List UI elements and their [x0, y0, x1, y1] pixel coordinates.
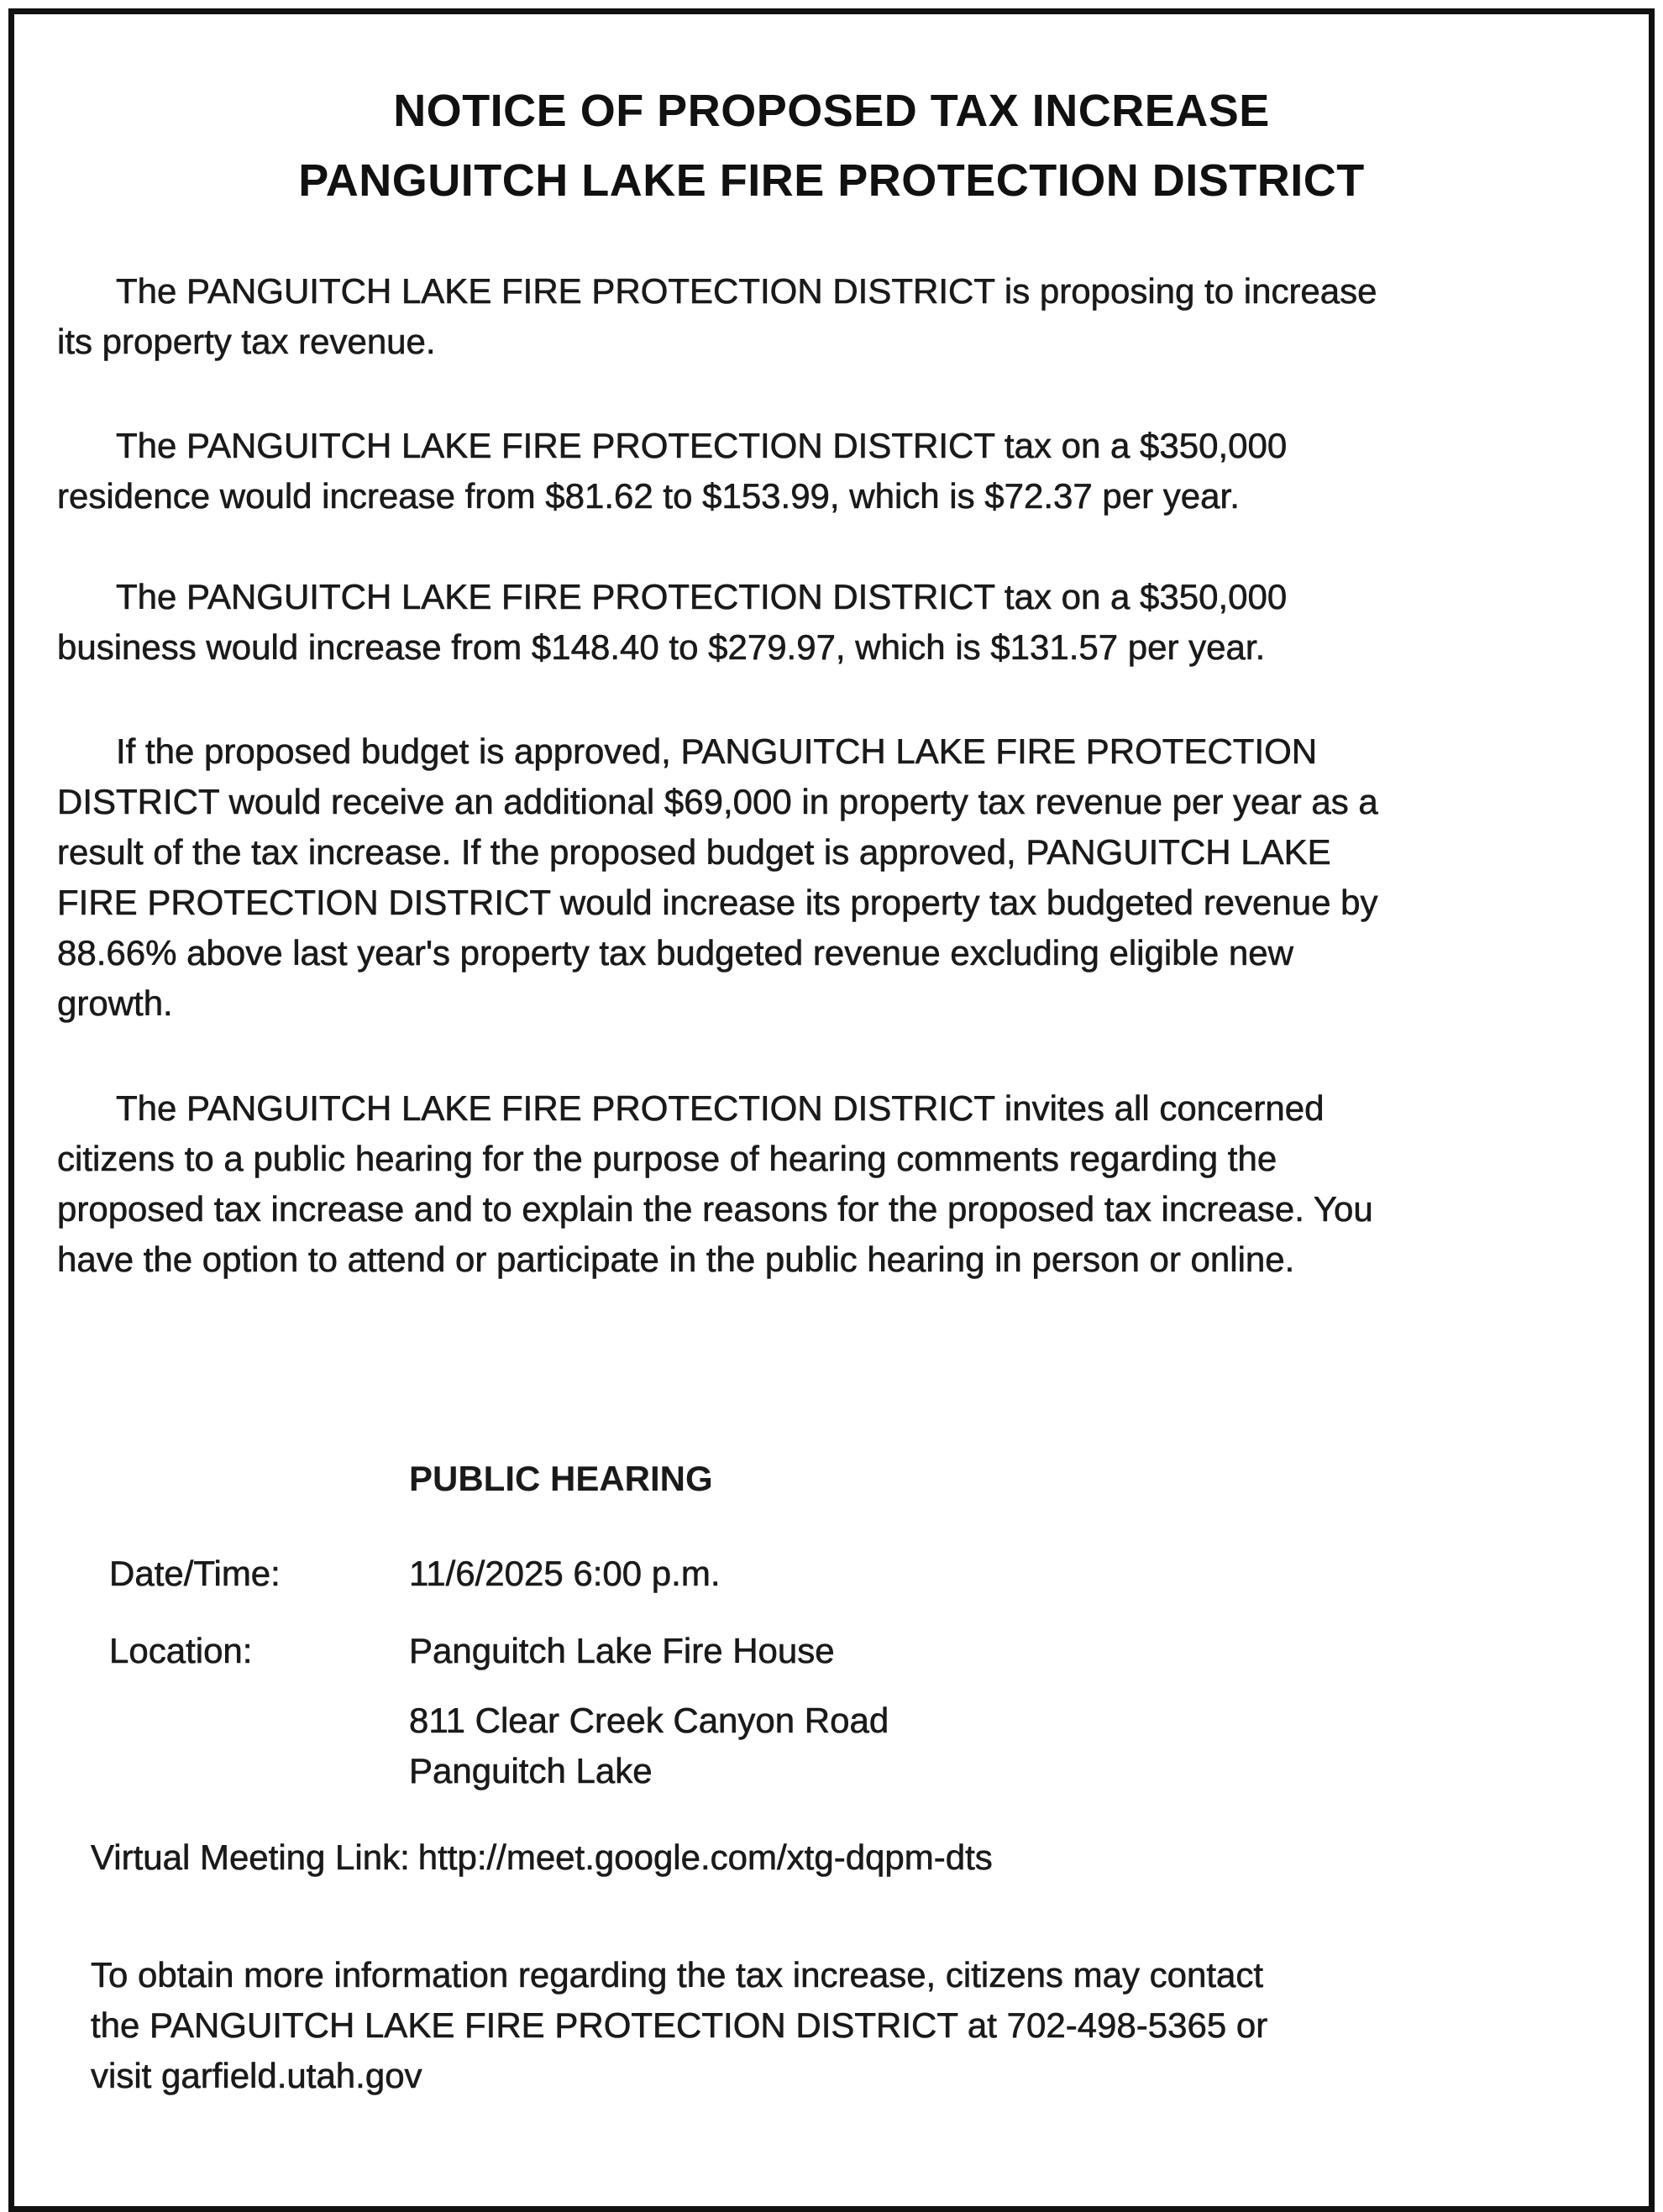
notice-title: NOTICE OF PROPOSED TAX INCREASE: [393, 86, 1270, 136]
paragraph-line: proposed tax increase and to explain the reasons for the proposed tax increase. You: [57, 1189, 1373, 1229]
contact-line: the PANGUITCH LAKE FIRE PROTECTION DISTRICT at 702-498-5365 or: [91, 2005, 1268, 2045]
date-time-value: 11/6/2025 6:00 p.m.: [409, 1554, 721, 1593]
public-hearing-heading: PUBLIC HEARING: [409, 1459, 713, 1498]
notice-content: [14, 14, 1649, 2206]
virtual-meeting-row: [91, 1837, 993, 1878]
address-city: Panguitch Lake: [409, 1751, 653, 1790]
district-title: PANGUITCH LAKE FIRE PROTECTION DISTRICT: [298, 155, 1365, 206]
paragraph-line: result of the tax increase. If the proposed budget is approved, PANGUITCH LAKE: [57, 832, 1331, 872]
paragraph-line: its property tax revenue.: [57, 322, 436, 361]
paragraph-invitation: [57, 1083, 1611, 1285]
date-time-label: Date/Time:: [109, 1554, 281, 1593]
paragraph-residence-tax: [57, 421, 1611, 522]
paragraph-budget-revenue: [57, 726, 1611, 1029]
address-street: 811 Clear Creek Canyon Road: [409, 1701, 889, 1740]
notice-border: [8, 8, 1655, 2212]
paragraph-proposal: [57, 266, 1611, 367]
contact-line: To obtain more information regarding the tax increase, citizens may contact: [91, 1955, 1264, 1994]
paragraph-line: 88.66% above last year's property tax budgeted revenue excluding eligible new: [57, 933, 1293, 972]
paragraph-line: citizens to a public hearing for the purpose of hearing comments regarding the: [57, 1139, 1277, 1178]
paragraph-line: The PANGUITCH LAKE FIRE PROTECTION DISTRICT tax on a $350,000: [116, 426, 1288, 465]
paragraph-business-tax: [57, 572, 1611, 673]
contact-info: [91, 1950, 1267, 2101]
paragraph-line: If the proposed budget is approved, PANGUITCH LAKE FIRE PROTECTION: [116, 731, 1318, 771]
paragraph-line: business would increase from $148.40 to $279.97, which is $131.57 per year.: [57, 627, 1266, 667]
paragraph-line: The PANGUITCH LAKE FIRE PROTECTION DISTRICT tax on a $350,000: [116, 577, 1288, 616]
virtual-meeting-link[interactable]: http://meet.google.com/xtg-dqpm-dts: [417, 1837, 993, 1877]
paragraph-line: growth.: [57, 983, 173, 1023]
paragraph-line: The PANGUITCH LAKE FIRE PROTECTION DISTRICT is proposing to increase: [116, 271, 1377, 311]
paragraph-line: FIRE PROTECTION DISTRICT would increase its property tax budgeted revenue by: [57, 883, 1378, 922]
location-name: Panguitch Lake Fire House: [409, 1631, 835, 1670]
paragraph-line: DISTRICT would receive an additional $69,000 in property tax revenue per year as a: [57, 782, 1378, 821]
contact-line: visit garfield.utah.gov: [91, 2056, 422, 2095]
paragraph-line: have the option to attend or participate in the public hearing in person or online.: [57, 1240, 1295, 1279]
paragraph-line: The PANGUITCH LAKE FIRE PROTECTION DISTRICT invites all concerned: [116, 1088, 1325, 1128]
location-label: Location:: [109, 1631, 253, 1670]
paragraph-line: residence would increase from $81.62 to $153.99, which is $72.37 per year.: [57, 476, 1240, 516]
virtual-meeting-label: Virtual Meeting Link:: [91, 1837, 410, 1877]
